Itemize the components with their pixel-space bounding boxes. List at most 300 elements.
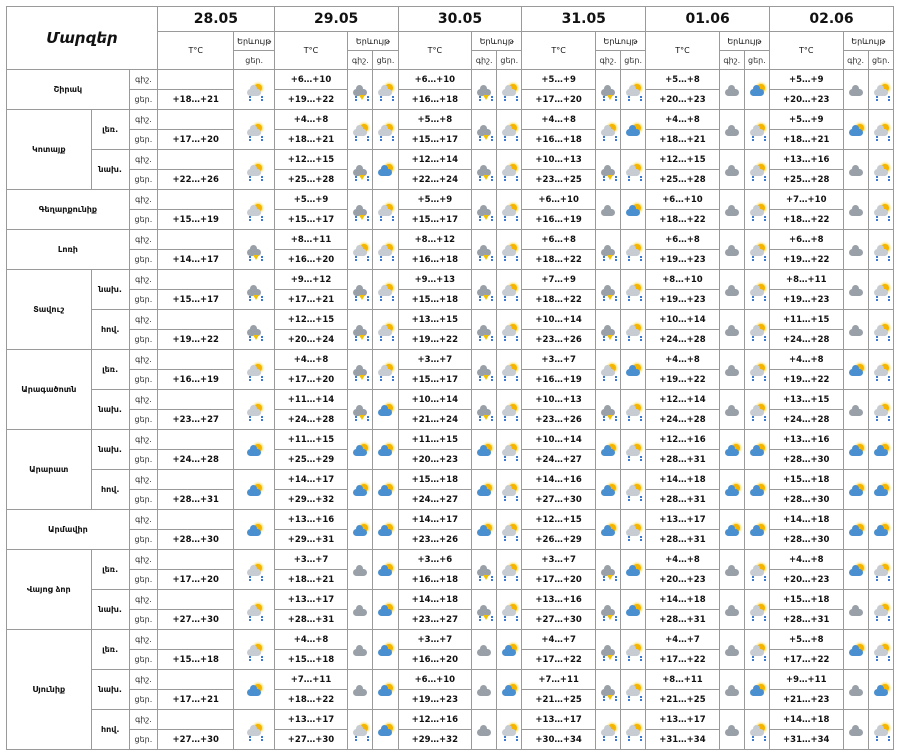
cloud-icon [351, 684, 369, 698]
rain-shape [752, 176, 766, 179]
cloud-shape [750, 729, 764, 736]
cloud-icon [599, 204, 617, 218]
weather-icon-cell-day [868, 390, 893, 430]
night-label: գիշ. [129, 590, 157, 610]
sun-cloud-rain-icon [624, 444, 642, 458]
sun-cloud-icon [847, 524, 865, 538]
rain-shape [603, 736, 617, 739]
temperature-cell [157, 550, 234, 570]
lightning-shape [483, 415, 489, 420]
temperature-cell [157, 350, 234, 370]
day-label: ցեր. [129, 250, 157, 270]
table-row [7, 670, 894, 690]
temperature-cell: +27…+30 [522, 610, 595, 630]
sun-cloud-rain-icon [872, 204, 890, 218]
header-row-dates [7, 7, 894, 32]
sun-cloud-icon [847, 484, 865, 498]
rain-shape [504, 216, 518, 219]
weather-icon-cell-night [843, 390, 868, 430]
temperature-cell: +12…+15 [274, 150, 347, 170]
cloud-shape [502, 729, 516, 736]
cloud-shape [849, 609, 863, 616]
zone-name: նախ. [91, 590, 129, 630]
cloud-rain-icon [599, 324, 617, 338]
sun-cloud-icon [475, 484, 493, 498]
sun-cloud-rain-icon [500, 524, 518, 538]
temperature-cell: +10…+14 [522, 430, 595, 450]
cloud-shape [725, 489, 739, 496]
weather-icon-cell-night [472, 470, 497, 510]
lightning-shape [607, 255, 613, 260]
cloud-shape [247, 129, 261, 136]
temperature-cell: +6…+10 [646, 190, 719, 210]
cloud-shape [874, 729, 888, 736]
temperature-cell: +13…+17 [646, 710, 719, 730]
cloud-rain-icon [599, 564, 617, 578]
night-subheader: գիշ. [843, 51, 868, 70]
temperature-cell: +16…+19 [157, 370, 234, 390]
temperature-cell: +25…+29 [274, 450, 347, 470]
weather-icon-cell-day [868, 110, 893, 150]
night-subheader: գիշ. [719, 51, 744, 70]
temperature-cell: +28…+31 [646, 610, 719, 630]
cloud-shape [849, 529, 863, 536]
weather-icon-cell-day [744, 390, 769, 430]
temperature-cell: +10…+13 [522, 390, 595, 410]
weather-icon-cell-night [348, 110, 373, 150]
sun-cloud-icon [872, 484, 890, 498]
night-label: գիշ. [129, 630, 157, 650]
cloud-icon [723, 84, 741, 98]
sun-cloud-rain-icon [872, 604, 890, 618]
rain-shape [876, 656, 890, 659]
cloud-shape [353, 649, 367, 656]
temperature-cell: +6…+10 [398, 70, 471, 90]
temperature-cell [157, 630, 234, 650]
rain-shape [380, 336, 394, 339]
lightning-shape [253, 295, 259, 300]
weather-icon-cell-day [373, 590, 398, 630]
cloud-shape [247, 369, 261, 376]
weather-icon-cell-night [595, 190, 620, 230]
temperature-cell: +17…+20 [157, 130, 234, 150]
temperature-cell: +24…+28 [770, 410, 843, 430]
night-label: գիշ. [129, 190, 157, 210]
sun-cloud-rain-icon [748, 364, 766, 378]
cloud-shape [502, 209, 516, 216]
cloud-shape [725, 89, 739, 96]
region-name: Գեղարքունիք [7, 190, 130, 230]
temperature-cell: +11…+15 [274, 430, 347, 450]
temperature-cell: +17…+22 [522, 650, 595, 670]
rain-shape [752, 736, 766, 739]
cloud-rain-icon [351, 284, 369, 298]
sun-cloud-rain-icon [624, 164, 642, 178]
weather-icon-cell-day [868, 310, 893, 350]
temperature-cell: +3…+6 [398, 550, 471, 570]
rain-shape [249, 616, 263, 619]
lightning-shape [607, 175, 613, 180]
cloud-shape [725, 649, 739, 656]
sun-cloud-icon [376, 164, 394, 178]
temperature-cell: +17…+22 [646, 650, 719, 670]
cloud-shape [247, 569, 261, 576]
temperature-cell: +9…+11 [770, 670, 843, 690]
rain-shape [752, 336, 766, 339]
cloud-shape [750, 329, 764, 336]
temperature-cell: +10…+14 [398, 390, 471, 410]
temperature-cell: +23…+25 [522, 170, 595, 190]
temperature-cell: +3…+7 [398, 630, 471, 650]
temperature-cell: +5…+8 [398, 110, 471, 130]
weather-icon-cell-day [621, 310, 646, 350]
sun-cloud-icon [376, 644, 394, 658]
weather-icon-cell-day [868, 590, 893, 630]
lightning-shape [359, 95, 365, 100]
temperature-cell [157, 670, 234, 690]
weather-icon-cell-day [621, 150, 646, 190]
rain-shape [876, 256, 890, 259]
temperature-cell: +15…+17 [398, 370, 471, 390]
temperature-cell [157, 190, 234, 210]
temperature-cell: +15…+18 [398, 470, 471, 490]
sun-cloud-rain-icon [624, 284, 642, 298]
rain-shape [752, 376, 766, 379]
cloud-rain-icon [351, 84, 369, 98]
sun-cloud-icon [847, 644, 865, 658]
temperature-cell: +13…+16 [770, 150, 843, 170]
weather-icon-cell-night [472, 70, 497, 110]
cloud-shape [849, 689, 863, 696]
temp-header: T°C [274, 32, 347, 70]
sun-cloud-rain-icon [872, 564, 890, 578]
night-label: գիշ. [129, 430, 157, 450]
rain-shape [628, 256, 642, 259]
cloud-shape [378, 649, 392, 656]
cloud-rain-icon [475, 124, 493, 138]
day-label: ցեր. [129, 130, 157, 150]
rain-shape [628, 456, 642, 459]
day-subheader: ցեր. [373, 51, 398, 70]
cloud-shape [725, 329, 739, 336]
cloud-shape [626, 209, 640, 216]
sun-cloud-rain-icon [872, 244, 890, 258]
lightning-shape [607, 695, 613, 700]
cloud-shape [626, 729, 640, 736]
sun-cloud-rain-icon [376, 364, 394, 378]
temperature-cell: +24…+28 [157, 450, 234, 470]
cloud-shape [874, 449, 888, 456]
cloud-shape [601, 369, 615, 376]
temperature-cell: +14…+17 [398, 510, 471, 530]
cloud-rain-icon [475, 564, 493, 578]
cloud-shape [626, 609, 640, 616]
weather-icon-cell-night [843, 110, 868, 150]
sun-cloud-icon [624, 204, 642, 218]
night-subheader: գիշ. [472, 51, 497, 70]
cloud-shape [725, 569, 739, 576]
cloud-shape [477, 649, 491, 656]
rain-shape [249, 216, 263, 219]
cloud-shape [378, 409, 392, 416]
lightning-shape [607, 335, 613, 340]
weather-icon-cell-day [373, 550, 398, 590]
weather-icon-cell-night [843, 310, 868, 350]
cloud-shape [247, 609, 261, 616]
rain-shape [355, 256, 369, 259]
sun-cloud-icon [245, 524, 263, 538]
weather-icon-cell-night [843, 630, 868, 670]
cloud-rain-icon [351, 164, 369, 178]
weather-icon-cell-day [373, 190, 398, 230]
temperature-cell [157, 70, 234, 90]
weather-icon-cell-night [843, 270, 868, 310]
temperature-cell: +10…+13 [522, 150, 595, 170]
cloud-shape [601, 729, 615, 736]
weather-icon-cell-day [497, 550, 522, 590]
rain-shape [628, 736, 642, 739]
weather-icon-cell-day [621, 430, 646, 470]
weather-icon-cell-night [719, 270, 744, 310]
table-row [7, 430, 894, 450]
temperature-cell: +24…+28 [770, 330, 843, 350]
temperature-cell: +15…+18 [157, 650, 234, 670]
rain-shape [876, 216, 890, 219]
sun-cloud-rain-icon [245, 124, 263, 138]
weather-icon-cell-day [497, 190, 522, 230]
rain-shape [628, 416, 642, 419]
weather-icon-cell-day [744, 270, 769, 310]
rain-shape [380, 376, 394, 379]
cloud-shape [477, 689, 491, 696]
temperature-cell: +15…+18 [770, 470, 843, 490]
cloud-shape [502, 609, 516, 616]
weather-icon-cell-day [744, 70, 769, 110]
sun-cloud-rain-icon [624, 324, 642, 338]
lightning-shape [607, 415, 613, 420]
weather-icon-cell-night [348, 590, 373, 630]
cloud-shape [378, 569, 392, 576]
cloud-shape [849, 129, 863, 136]
temperature-cell: +12…+15 [646, 150, 719, 170]
lightning-shape [607, 655, 613, 660]
temperature-cell: +19…+22 [770, 370, 843, 390]
temperature-cell: +5…+9 [522, 70, 595, 90]
night-label: գիշ. [129, 470, 157, 490]
cloud-shape [725, 129, 739, 136]
cloud-icon [723, 324, 741, 338]
temperature-cell: +17…+20 [522, 90, 595, 110]
temperature-cell: +3…+7 [274, 550, 347, 570]
day-label: ցեր. [129, 570, 157, 590]
night-label: գիշ. [129, 710, 157, 730]
temperature-cell: +22…+26 [157, 170, 234, 190]
sun-cloud-rain-icon [500, 364, 518, 378]
weather-icon-cell-night [348, 390, 373, 430]
sun-cloud-rain-icon [748, 164, 766, 178]
sun-cloud-rain-icon [624, 84, 642, 98]
sun-cloud-rain-icon [245, 84, 263, 98]
sun-cloud-icon [245, 484, 263, 498]
sun-cloud-rain-icon [872, 124, 890, 138]
weather-icon-cell-night [719, 670, 744, 710]
cloud-shape [750, 369, 764, 376]
zone-name: հով. [91, 310, 129, 350]
rain-shape [504, 96, 518, 99]
temperature-cell: +6…+8 [770, 230, 843, 250]
temperature-cell: +21…+23 [770, 690, 843, 710]
sun-cloud-icon [723, 524, 741, 538]
temperature-cell: +13…+16 [274, 510, 347, 530]
sun-cloud-icon [376, 684, 394, 698]
weather-icon-cell-day [744, 310, 769, 350]
cloud-shape [725, 169, 739, 176]
cloud-rain-icon [475, 324, 493, 338]
temperature-cell: +5…+9 [770, 70, 843, 90]
temperature-cell: +28…+31 [646, 450, 719, 470]
day-label: ցեր. [129, 170, 157, 190]
cloud-rain-icon [475, 404, 493, 418]
sun-cloud-rain-icon [245, 364, 263, 378]
temperature-cell: +18…+21 [646, 130, 719, 150]
cloud-shape [750, 209, 764, 216]
rain-shape [603, 376, 617, 379]
rain-shape [876, 736, 890, 739]
cloud-rain-icon [599, 604, 617, 618]
sun-cloud-icon [748, 524, 766, 538]
temperature-cell [157, 390, 234, 410]
date-header: 02.06 [770, 7, 894, 32]
weather-icon-cell-day [621, 510, 646, 550]
weather-icon-cell-day [744, 510, 769, 550]
sun-cloud-icon [624, 364, 642, 378]
temperature-cell: +16…+19 [522, 370, 595, 390]
phenomenon-header: Երևույթ [843, 32, 894, 51]
temperature-cell: +12…+14 [646, 390, 719, 410]
weather-icon-cell-night [719, 390, 744, 430]
table-row [7, 150, 894, 170]
sun-cloud-rain-icon [500, 124, 518, 138]
temperature-cell: +28…+31 [646, 530, 719, 550]
temperature-cell: +13…+17 [274, 710, 347, 730]
weather-icon-cell-night [348, 630, 373, 670]
cloud-shape [601, 449, 615, 456]
lightning-shape [483, 255, 489, 260]
weather-icon-cell-day [621, 550, 646, 590]
weather-icon-cell-night [472, 430, 497, 470]
sun-cloud-rain-icon [500, 324, 518, 338]
cloud-shape [626, 249, 640, 256]
weather-icon-cell-night [348, 70, 373, 110]
day-label: ցեր. [129, 450, 157, 470]
cloud-shape [378, 249, 392, 256]
rain-shape [876, 176, 890, 179]
rain-shape [504, 136, 518, 139]
cloud-icon [723, 684, 741, 698]
cloud-shape [849, 369, 863, 376]
weather-icon-cell-day [621, 670, 646, 710]
day-label: ցեր. [129, 90, 157, 110]
cloud-shape [353, 689, 367, 696]
weather-icon-cell [234, 710, 274, 750]
temperature-cell: +20…+23 [646, 570, 719, 590]
cloud-icon [723, 244, 741, 258]
weather-icon-cell-day [744, 430, 769, 470]
cloud-shape [750, 569, 764, 576]
weather-icon-cell-day [621, 590, 646, 630]
weather-icon-cell-day [497, 430, 522, 470]
lightning-shape [253, 335, 259, 340]
sun-cloud-rain-icon [376, 284, 394, 298]
cloud-shape [378, 729, 392, 736]
temperature-cell: +24…+28 [274, 410, 347, 430]
weather-icon-cell-night [348, 670, 373, 710]
sun-cloud-rain-icon [624, 644, 642, 658]
cloud-icon [847, 244, 865, 258]
weather-icon-cell-night [719, 310, 744, 350]
sun-cloud-rain-icon [872, 364, 890, 378]
temperature-cell: +4…+7 [522, 630, 595, 650]
temperature-cell: +19…+22 [770, 250, 843, 270]
cloud-icon [847, 404, 865, 418]
temperature-cell: +28…+31 [157, 490, 234, 510]
rain-shape [628, 496, 642, 499]
cloud-shape [378, 89, 392, 96]
temperature-cell: +27…+30 [274, 730, 347, 750]
cloud-icon [847, 204, 865, 218]
rain-shape [752, 656, 766, 659]
temperature-cell: +15…+17 [274, 210, 347, 230]
weather-icon-cell-night [719, 190, 744, 230]
temperature-cell: +18…+22 [770, 210, 843, 230]
temperature-cell: +24…+28 [646, 330, 719, 350]
weather-icon-cell-night [595, 630, 620, 670]
weather-icon-cell-day [744, 110, 769, 150]
weather-icon-cell-day [497, 70, 522, 110]
temperature-cell: +18…+22 [522, 250, 595, 270]
cloud-shape [725, 409, 739, 416]
weather-icon-cell-night [843, 510, 868, 550]
temperature-cell [157, 110, 234, 130]
sun-cloud-icon [475, 524, 493, 538]
cloud-shape [849, 729, 863, 736]
night-label: գիշ. [129, 350, 157, 370]
weather-icon-cell-night [719, 350, 744, 390]
weather-icon-cell-night [719, 630, 744, 670]
rain-shape [628, 656, 642, 659]
cloud-rain-icon [245, 244, 263, 258]
rain-shape [504, 536, 518, 539]
cloud-shape [353, 729, 367, 736]
cloud-shape [247, 689, 261, 696]
sun-cloud-icon [376, 524, 394, 538]
sun-cloud-rain-icon [351, 724, 369, 738]
temperature-cell: +8…+11 [770, 270, 843, 290]
sun-cloud-rain-icon [500, 164, 518, 178]
cloud-shape [874, 569, 888, 576]
weather-icon-cell-night [595, 470, 620, 510]
temperature-cell: +14…+18 [770, 710, 843, 730]
temperature-cell: +13…+17 [274, 590, 347, 610]
cloud-rain-icon [599, 164, 617, 178]
temperature-cell: +11…+15 [398, 430, 471, 450]
temperature-cell: +21…+25 [646, 690, 719, 710]
temperature-cell: +24…+28 [646, 410, 719, 430]
night-subheader: գիշ. [348, 51, 373, 70]
temperature-cell: +16…+18 [398, 250, 471, 270]
weather-icon-cell-day [497, 230, 522, 270]
cloud-icon [723, 204, 741, 218]
